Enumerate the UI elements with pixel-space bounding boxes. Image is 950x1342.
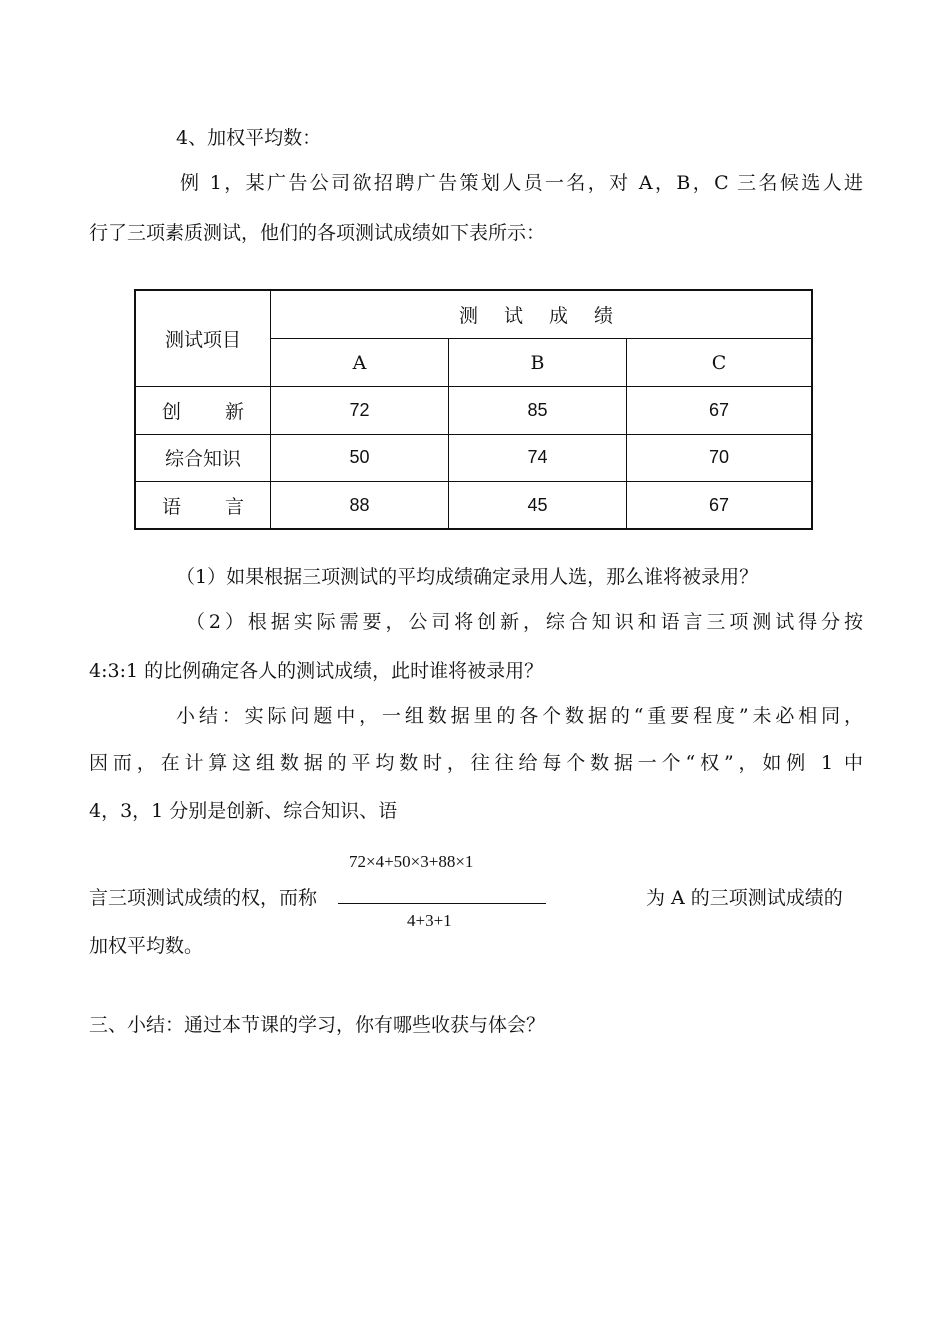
- table-cell: 74: [449, 434, 627, 481]
- scores-table: [134, 289, 813, 530]
- table-cell: 50: [271, 434, 449, 481]
- corner-header: 测试项目: [135, 290, 271, 387]
- fraction-bar: [338, 903, 546, 904]
- table-cell: 45: [449, 482, 627, 529]
- summary-line-4-left: 言三项测试成绩的权，而称: [89, 887, 318, 909]
- column-header-c: C: [627, 338, 813, 386]
- final-heading: 三、小结：通过本节课的学习，你有哪些收获与体会？: [89, 1014, 546, 1036]
- example-line-2: 行了三项素质测试，他们的各项测试成绩如下表所示：: [89, 222, 546, 244]
- table-cell: 85: [449, 387, 627, 434]
- row-label-part: 言: [224, 495, 244, 518]
- row-label-part: 语: [162, 495, 182, 518]
- summary-line-1: 小结：实际问题中，一组数据里的各个数据的“重要程度”未必相同，: [176, 705, 863, 727]
- table-row: [135, 434, 812, 481]
- summary-line-5: 加权平均数。: [89, 935, 204, 957]
- summary-line-4-right: 为 A 的三项测试成绩的: [646, 887, 843, 909]
- summary-line-3: 4，3，1 分别是创新、综合知识、语: [89, 800, 398, 822]
- row-label-innovation: [135, 387, 271, 434]
- section-heading: 4、加权平均数：: [176, 127, 322, 149]
- table-row: [135, 387, 812, 434]
- row-label-language: [135, 482, 271, 529]
- group-header: 测 试 成 绩: [271, 290, 813, 338]
- question-2-line-2: 4:3:1 的比例确定各人的测试成绩，此时谁将被录用？: [89, 660, 544, 682]
- question-1: （1）如果根据三项测试的平均成绩确定录用人选，那么谁将被录用？: [176, 566, 759, 588]
- table-row: [135, 482, 812, 529]
- row-label-part: 创: [162, 400, 182, 423]
- table-cell: 67: [627, 482, 813, 529]
- table-cell: 88: [271, 482, 449, 529]
- column-header-a: A: [271, 338, 449, 386]
- example-line-1: 例 1，某广告公司欲招聘广告策划人员一名，对 A，B，C 三名候选人进: [180, 172, 863, 194]
- summary-line-2: 因而，在计算这组数据的平均数时，往往给每个数据一个“权”，如例 1 中: [89, 752, 863, 774]
- table-cell: 72: [271, 387, 449, 434]
- table-cell: 67: [627, 387, 813, 434]
- row-label-part: 新: [224, 400, 244, 423]
- row-label-knowledge: 综合知识: [135, 434, 271, 481]
- column-header-b: B: [449, 338, 627, 386]
- table-cell: 70: [627, 434, 813, 481]
- formula-numerator: 72×4+50×3+88×1: [349, 852, 474, 871]
- question-2-line-1: （2）根据实际需要，公司将创新，综合知识和语言三项测试得分按: [186, 611, 863, 633]
- formula-denominator: 4+3+1: [407, 911, 452, 930]
